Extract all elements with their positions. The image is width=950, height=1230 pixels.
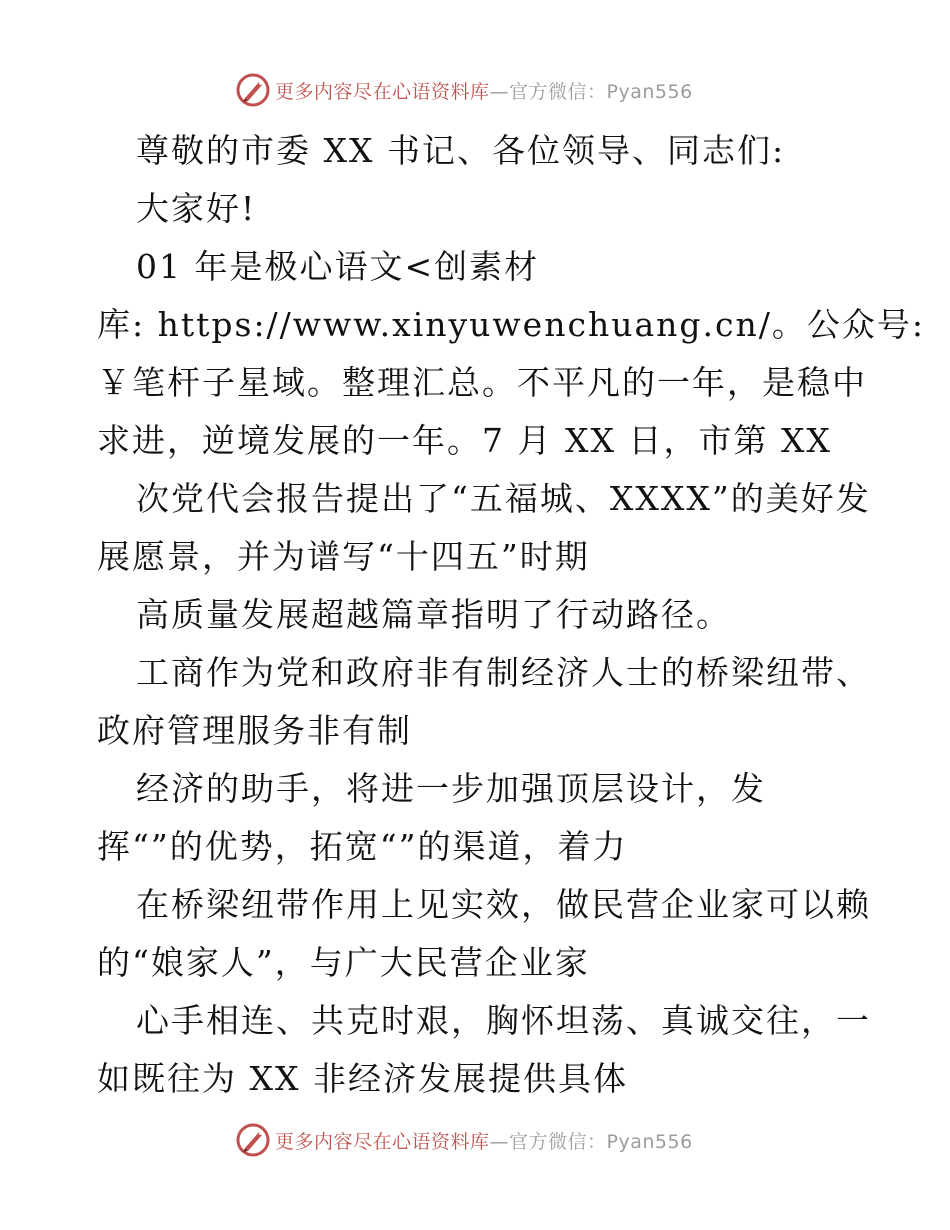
body-line: 经济的助手，将进一步加强顶层设计，发 xyxy=(136,769,766,808)
body-line: 01 年是极心语文<创素材 xyxy=(136,247,540,286)
body-line: 工商作为党和政府非有制经济人士的桥梁纽带、 xyxy=(136,653,871,692)
pen-logo-icon xyxy=(235,72,271,108)
body-line: 政府管理服务非有制 xyxy=(97,711,412,750)
body-line: ￥笔杆子星域。整理汇总。不平凡的一年，是稳中 xyxy=(97,363,867,402)
header-brand xyxy=(235,72,715,108)
header-brand-sep: — xyxy=(489,80,510,103)
body-line: 展愿景，并为谱写“十四五”时期 xyxy=(97,537,590,576)
body-line: 求进，逆境发展的一年。7 月 XX 日，市第 XX xyxy=(97,421,832,460)
body-line: 高质量发展超越篇章指明了行动路径。 xyxy=(136,595,731,634)
header-brand-text xyxy=(275,77,693,104)
body-line: 挥“”的优势，拓宽“”的渠道，着力 xyxy=(97,827,628,866)
body-line: 如既往为 XX 非经济发展提供具体 xyxy=(97,1059,628,1098)
body-line: 库: https://www.xinyuwenchuang.cn/。公众号: xyxy=(97,305,925,344)
footer-brand-main: 更多内容尽在心语资料库 xyxy=(275,1130,490,1153)
body-line: 的“娘家人”，与广大民营企业家 xyxy=(97,943,590,982)
body-line: 心手相连、共克时艰，胸怀坦荡、真诚交往，一 xyxy=(136,1001,871,1040)
body-line: 尊敬的市委 XX 书记、各位领导、同志们: xyxy=(136,131,786,170)
body-line: 大家好! xyxy=(136,189,257,228)
pen-logo-icon xyxy=(235,1122,271,1158)
footer-brand xyxy=(235,1122,715,1158)
footer-brand-wechat: 官方微信：Pyan556 xyxy=(509,1130,693,1153)
body-line: 在桥梁纽带作用上见实效，做民营企业家可以赖 xyxy=(136,885,871,924)
header-brand-wechat: 官方微信：Pyan556 xyxy=(509,80,693,103)
footer-brand-text xyxy=(275,1127,693,1154)
body-line: 次党代会报告提出了“五福城、XXXX”的美好发 xyxy=(136,479,871,518)
header-brand-main: 更多内容尽在心语资料库 xyxy=(275,80,490,103)
footer-brand-sep: — xyxy=(489,1130,510,1153)
